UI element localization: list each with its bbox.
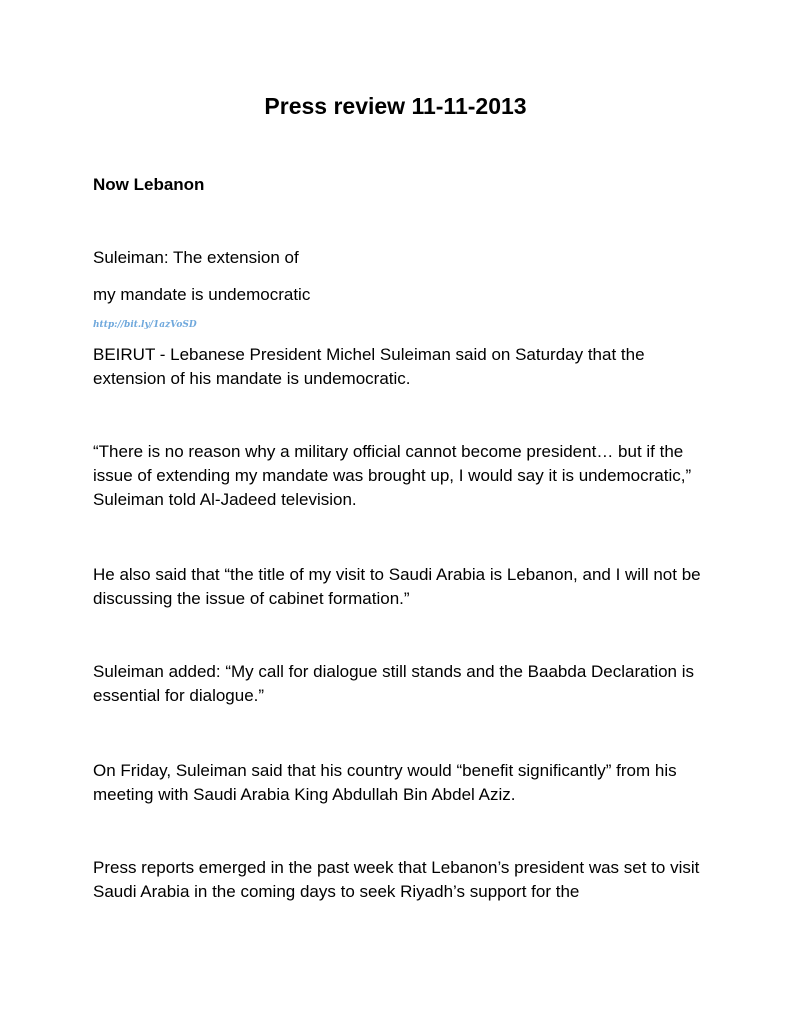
article-paragraph: He also said that “the title of my visit to Saudi Arabia is Lebanon, and I will not be discussing the issue of cabinet formation.” xyxy=(93,565,701,608)
article-paragraph: On Friday, Suleiman said that his country would “benefit significantly” from his meeting with Saudi Arabia King Abdullah Bin Abdel Aziz. xyxy=(93,761,677,804)
article-headline-line2: my mandate is undemocratic xyxy=(93,285,311,304)
article-paragraph: “There is no reason why a military official cannot become president… but if the issue of extending my mandate was brought up, I would say it is undemocratic,” Suleiman told Al-Jadeed television. xyxy=(93,442,692,509)
article-paragraph: Suleiman added: “My call for dialogue still stands and the Baabda Declaration is essential for dialogue.” xyxy=(93,662,695,705)
article-headline-line1: Suleiman: The extension of xyxy=(93,248,299,267)
source-heading: Now Lebanon xyxy=(93,175,205,194)
article-paragraph: Press reports emerged in the past week that Lebanon’s president was set to visit Saudi Arabia in the coming days to seek Riyadh’s support for the xyxy=(93,858,700,901)
article-paragraph: BEIRUT - Lebanese President Michel Suleiman said on Saturday that the extension of his mandate is undemocratic. xyxy=(93,345,645,388)
article-link[interactable]: http://bit.ly/1azVoSD xyxy=(93,320,197,330)
page-title: Press review 11-11-2013 xyxy=(264,93,527,119)
